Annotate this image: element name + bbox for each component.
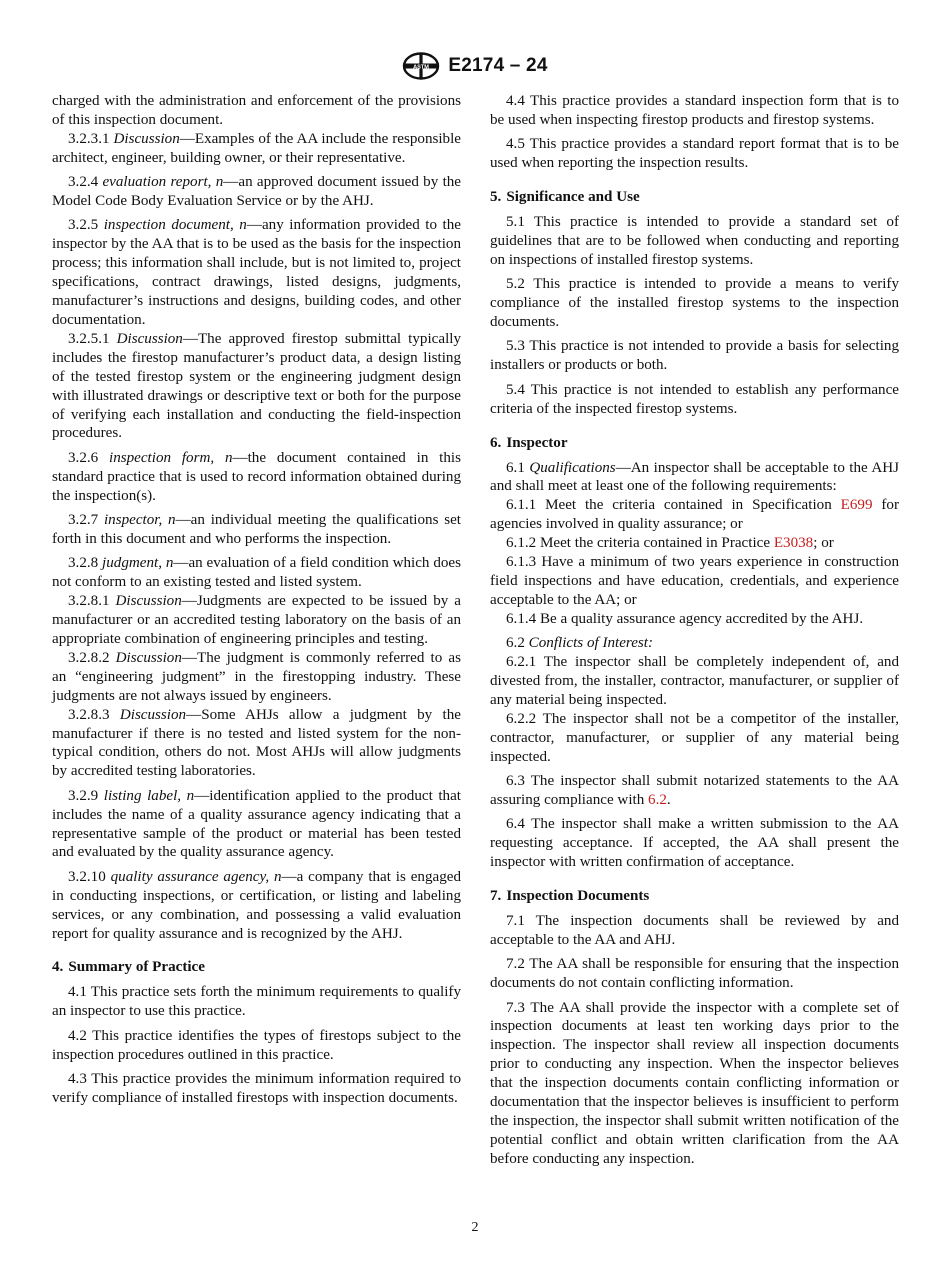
section-heading-4: 4. Summary of Practice [52,959,205,976]
paragraph-3-2-8-2: 3.2.8.2 Discussion—The judgment is commonly referred to as an “engineering judgment” in the firestopping industry. These judgments are not always issued by engineers. [52,649,461,704]
paragraph-6-1-1: 6.1.1 Meet the criteria contained in Specification E699 for agencies involved in quality assurance; or [490,497,899,533]
paragraph-6-4: 6.4 The inspector shall make a written submission to the AA requesting acceptance. If accepted, the AA shall present the inspector with written confirmation of acceptance. [490,816,899,871]
reference-link-e699[interactable]: E699 [840,497,873,514]
left-column [52,92,461,1108]
paragraph-6-2-1: 6.2.1 The inspector shall be completely independent of, and divested from, the installer, contractor, manufacturer, or supplier of any material being inspected. [490,654,899,708]
paragraph-3-2-10: 3.2.10 quality assurance agency, n—a company that is engaged in conducting inspections, or certification, or listing and labeling services, or any combination, and possessing a valid evaluation report for quality assurance and is recognized by the AHJ. [52,868,461,942]
paragraph-6-3: 6.3 The inspector shall submit notarized statements to the AA assuring compliance with 6.2. [490,773,899,808]
paragraph-6-1-2: 6.1.2 Meet the criteria contained in Practice E3038; or [506,535,834,552]
paragraph-3-2-6: 3.2.6 inspection form, n—the document contained in this standard practice that is used to record information obtained during the inspection(s). [52,449,461,504]
paragraph-7-3: 7.3 The AA shall provide the inspector with a complete set of inspection documents at least ten working days prior to the inspection. The inspector shall review all inspection documents prior to conducting any inspection. When the inspector believes that the inspection documents contain conflicting information or documentation that the inspector believes is insufficient to perform the inspection, the inspector shall submit written notification of the potential conflict and obtain written clarification from the AA before conducting any inspection. [490,999,899,1167]
paragraph-5-2: 5.2 This practice is intended to provide a means to verify compliance of the installed firestop systems to the inspection documents. [490,276,899,331]
document-designation: E2174 – 24 [448,55,548,76]
paragraph-4-5: 4.5 This practice provides a standard report format that is to be used when reporting the inspection results. [490,136,899,172]
paragraph-6-2-2: 6.2.2 The inspector shall not be a competitor of the installer, contractor, manufacturer, or supplier of any material being inspected. [490,710,899,765]
paragraph-5-1: 5.1 This practice is intended to provide a standard set of guidelines that are to be followed when conducting and reporting on inspections of installed firestop systems. [490,214,899,268]
paragraph-6-1-3: 6.1.3 Have a minimum of two years experience in construction field inspections and have education, credentials, and experience acceptable to the AA; or [490,554,899,608]
paragraph-4-3: 4.3 This practice provides the minimum information required to verify compliance of installed firestops with inspection documents. [52,1071,461,1106]
reference-link-6-2[interactable]: 6.2 [648,791,667,808]
page-header [0,52,950,80]
svg-text:ASTM: ASTM [413,64,430,71]
paragraph-3-2-8-1: 3.2.8.1 Discussion—Judgments are expected to be issued by a manufacturer or an accredited testing laboratory on the basis of an appropriate combination of engineering principles and testing. [52,593,461,647]
page-number: 2 [471,1220,479,1235]
paragraph-4-1: 4.1 This practice sets forth the minimum requirements to qualify an inspector to use this practice. [52,984,461,1020]
section-heading-5: 5. Significance and Use [490,189,640,206]
paragraph-4-4: 4.4 This practice provides a standard inspection form that is to be used when inspecting firestop products and firestop systems. [490,93,899,128]
paragraph-6-2: 6.2 Conflicts of Interest: [506,635,654,652]
paragraph-3-2-8-3: 3.2.8.3 Discussion—Some AHJs allow a judgment by the manufacturer if there is no tested and listed system for the non-typical condition, others do not. Most AHJs will allow judgments by accredited testing laboratories. [52,706,461,780]
paragraph-3-2-5: 3.2.5 inspection document, n—any information provided to the inspector by the AA that is to be used as the basis for the inspection process; this information shall include, but is not limited to, project specifications, contract drawings, listed designs, judgments, manufacturer’s instructions and designs, building codes, and other documentation. [52,217,461,328]
right-column [490,92,899,1169]
paragraph-4-2: 4.2 This practice identifies the types of firestops subject to the inspection procedures outlined in this practice. [52,1027,461,1063]
paragraph-7-1: 7.1 The inspection documents shall be reviewed by and acceptable to the AA and AHJ. [490,912,899,948]
paragraph-3-2-5-1: 3.2.5.1 Discussion—The approved firestop submittal typically includes the firestop manufacturer’s product data, a design listing of the tested firestop system or the engineering judgment design with illustrated drawings or descriptive text or both for the purpose of verifying each installation and conducting the field-inspection procedures. [52,330,461,442]
paragraph-5-3: 5.3 This practice is not intended to provide a basis for selecting installers or products or both. [490,338,899,374]
paragraph-6-1: 6.1 Qualifications—An inspector shall be acceptable to the AHJ and shall meet at least one of the following requirements: [490,459,900,495]
paragraph-3-2-9: 3.2.9 listing label, n—identification applied to the product that includes the name of a quality assurance agency indicating that a representative sample of the product or material has been tested and evaluated by the quality assurance agency. [52,787,462,861]
paragraph-3-2-8: 3.2.8 judgment, n—an evaluation of a field condition which does not conform to an existing tested and listed system. [52,555,461,591]
paragraph: charged with the administration and enforcement of the provisions of this inspection document. [52,93,461,128]
section-heading-7: 7. Inspection Documents [490,888,650,905]
reference-link-e3038[interactable]: E3038 [773,535,814,552]
paragraph-3-2-3-1: 3.2.3.1 Discussion—Examples of the AA include the responsible architect, engineer, building owner, or their representative. [52,130,461,166]
paragraph-3-2-7: 3.2.7 inspector, n—an individual meeting the qualifications set forth in this document and who performs the inspection. [52,512,461,547]
paragraph-7-2: 7.2 The AA shall be responsible for ensuring that the inspection documents do not contain conflicting information. [490,956,899,992]
paragraph-5-4: 5.4 This practice is not intended to establish any performance criteria of the inspected firestop systems. [490,381,899,417]
section-heading-6: 6. Inspector [490,434,568,451]
paragraph-3-2-4: 3.2.4 evaluation report, n—an approved document issued by the Model Code Body Evaluation Service or by the AHJ. [52,174,462,210]
paragraph-6-1-4: 6.1.4 Be a quality assurance agency accredited by the AHJ. [506,610,864,627]
astm-logo-icon [402,52,440,80]
